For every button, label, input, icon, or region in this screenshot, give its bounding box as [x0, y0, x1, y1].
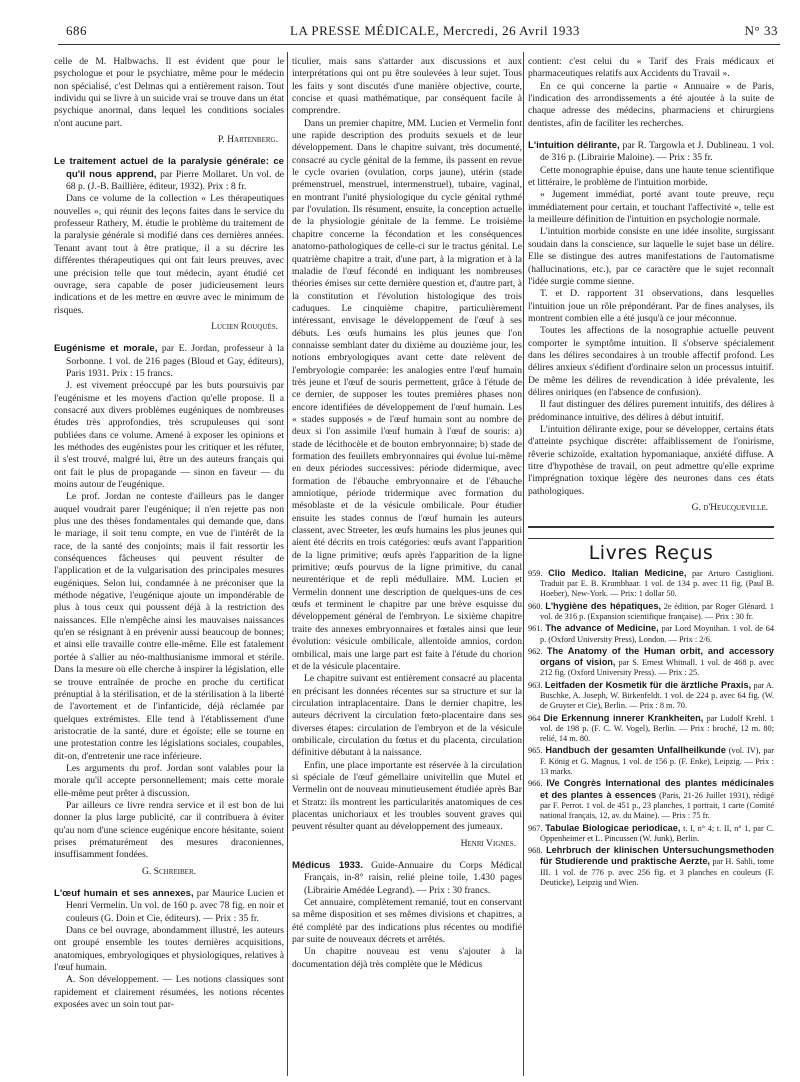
paragraph: Le prof. Jordan ne conteste d'ailleurs pas le danger auquel voudrait parer l'eugénique; il n'en rejette pas non plus une des thèses fondamentales qui demande que, dans le mariage, il soit tenu compte, en vue de l'intérêt de la race, de la santé des conjoints; mais il fait ressortir les conséquences fâcheuses qui peuvent résulter de l'application et de la vulgarisation des principales mesures eugéniques. Selon lui, condamnée à ne préconiser que la méthode négative, l'eugénique ajoute un impondérable de plus à tous ceux qui poussent déjà à la restriction des naissances. Elle n'empêche ainsi les mauvaises naissances qu'en se résignant à en prévenir aussi beaucoup de bonnes; et ainsi elle travaille contre elle-même. Elle est fatalement portée à s'allier au néo-malthusianisme immoral et stérile. Dans la mesure où elle cherche à inspirer la législation, elle se trouve entraînée de proche en proche du certificat prénuptial à la stérilisation, et de la stérilisation à la liberté de l'avortement et de l'infanticide, déjà réclamée par quelques extrémistes. Elle tend à l'établissement d'une aristocratie de la santé, dure et égoïste; elle se tourne en une protestation contre les législations sociales, coupables, dit-on, d'entretenir une race inférieure.: [54, 491, 284, 762]
paragraph: Cet annuaire, complètement remanié, tout en conservant sa même disposition et ses mêmes divisions et chapitres, a été complété par des indications plus récentes ou modifié par suite de nouveaux décrets et arrêtés.: [292, 897, 522, 946]
paragraph: En ce qui concerne la partie « Annuaire » de Paris, l'indication des arrondissements a été ajoutée à la suite de chaque adresse des médecins, pharmaciens et chirurgiens dentistes, afin de faciliter les recherches.: [528, 80, 774, 129]
column-1: [54, 56, 284, 1076]
book-entry: [528, 778, 774, 821]
paragraph: Par ailleurs ce livre rendra service et il est bon de lui donner la plus large publicité, car il contribuera à éviter qu'au nom d'une science eugénique encore hésitante, soient prises prématurément des mesures draconiennes, insuffisamment fondées.: [54, 799, 284, 861]
book-title: L'hygiène des hépatiques,: [545, 600, 661, 611]
book-entry: [528, 745, 774, 777]
paragraph: celle de M. Halbwachs. Il est évident que pour le psychologue et pour le psychiatre, même pour le médecin non spécialisé, c'est Delmas qui a entièrement raison. Tout individu qui se livre à un suicide vrai se trouve dans un état psychique anormal, dans lequel les conditions sociales n'ont aucune part.: [54, 56, 284, 129]
review-reference: Guide-Annuaire du Corps Médical Français, in-8° raisin, relié pleine toile, 1.430 pages (Librairie Amédée Legrand). — Prix : 30 francs.: [304, 860, 522, 896]
paragraph: L'intuition morbide consiste en une idée insolite, surgissant soudain dans la conscience, sur laquelle le sujet base un délire. Elle se distingue des autres manifestations de l'automatisme (hallucinations, etc.), par ce caractère que le sujet reconnaît l'idée surgie comme sienne.: [528, 226, 774, 287]
book-title: Leitfaden der Kosmetik für die ärztliche Praxis,: [544, 679, 752, 690]
book-entry: [528, 680, 774, 712]
paragraph: Enfin, une place importante est réservée à la circulation si spéciale de l'œuf gémellaire univitellin que Mutel et Vermelin ont de nouveau minutieusement étudiée après Bar et Stratz: ils montrent les particularités anatomiques de ces placentas unichoriaux et les troubles souvent graves qui peuvent résulter quant au développement des jumeaux.: [292, 759, 522, 833]
column-divider: [287, 52, 288, 1076]
book-number: 964: [528, 713, 541, 723]
book-details: 2e édition, par Roger Glénard. 1 vol. de 316 p. (Expansion scientifique française). — Prix : 30 fr.: [540, 601, 774, 621]
paragraph: ticulier, mais sans s'attarder aux discussions et aux interprétations qui ont pu être soulevées à leur sujet. Tous les faits y sont discutés d'une manière objective, courte, concise et quasi mathématique, par conséquent facile à comprendre.: [292, 56, 522, 117]
book-number: 963.: [528, 680, 543, 690]
book-title: Tabulae Biologicae periodicae,: [545, 822, 681, 833]
review-signature: Lucien Rouquès.: [211, 320, 278, 332]
paragraph: « Jugement immédiat, porté avant toute preuve, reçu immédiatement pour certain, et touchant l'affectivité », telle est la meilleure définition de l'intuition en psychologie normale.: [528, 189, 774, 226]
review-title: L'œuf humain et ses annexes,: [54, 888, 194, 899]
book-details: par S. Ernest Whitnall. 1 vol. de 468 p. avec 212 fig. (Oxford University Press). — Prix : 25.: [540, 658, 774, 678]
header-rule: [58, 44, 780, 45]
book-title: Lehrbruch der klinischen Untersuchungsmethoden für Studierende und praktische Aerzte,: [540, 845, 774, 867]
book-details: par Arturo Castiglioni. Traduit par E. B. Krumbhaar. 1 vol. de 134 p. avec 11 fig. (Paul B. Hoeber), New-York. — Prix: 1 dollar 50.: [540, 568, 774, 599]
review-heading: [54, 343, 284, 380]
section-rule: [528, 526, 774, 528]
column-2: [292, 56, 522, 1076]
book-title: The Anatomy of the Human orbit, and accessory organs of vision,: [540, 645, 774, 668]
paragraph: Un chapitre nouveau est venu s'ajouter à la documentation déjà très complète que le Médicus: [292, 946, 522, 970]
paragraph: Toutes les affections de la nosographie actuelle peuvent comporter le symptôme intuition. Il s'observe spécialement dans les délires secondaires à un trouble affectif profond. Les délires anxieux s'édifient d'ordinaire selon un processus intuitif. De même les délires de revendication à idée prévalente, les délires oniriques (en l'absence de confusion).: [528, 325, 774, 398]
book-number: 961.: [528, 624, 543, 634]
review-signature: P. Hartenberg.: [218, 134, 278, 146]
review-title: L'intuition délirante,: [528, 140, 620, 152]
books-list: [528, 568, 774, 889]
paragraph: Les arguments du prof. Jordan sont valables pour la morale qu'il accepte personnellement; mais cette morale elle-même peut prêter à discussion.: [54, 762, 284, 799]
book-entry: [528, 568, 774, 600]
review-signature: Henri Vignes.: [460, 837, 516, 849]
review-title: Médicus 1933.: [292, 860, 363, 871]
paragraph: J. est vivement préoccupé par les buts poursuivis par l'eugénisme et les moyens d'action qu'elle propose. Il a consacré aux divers problèmes eugéniques de nombreuses études très approfondies, très scrupuleuses qui sont publiées dans ce volume. Amené à exposer les opinions et les méthodes des eugénistes pour les critiquer et les réfuter, il s'est trouvé, malgré lui, être un des auteurs français qui ont fait le plus de propagande — sinon en faveur — du moins autour de l'eugénique.: [54, 380, 284, 490]
review-reference: par Pierre Mollaret. Un vol. de 68 p. (J.-B. Baillière, éditeur, 1932). Prix : 8 fr.: [66, 168, 284, 193]
book-number: 966.: [528, 779, 543, 789]
book-details: t. I, n° 4; t. II, n° 1, par C. Oppenheimer et L. Pincussen (W. Junk), Berlin.: [540, 823, 774, 843]
book-title: Clio Medico. Italian Medicine,: [548, 567, 687, 578]
book-details: par H. Sahli, tome III. 1 vol. de 776 p. avec 256 fig. et 3 planches en couleurs (F. Deuticke), Leipzig und Wien.: [540, 857, 774, 888]
book-title: Die Erkennung innerer Krankheiten,: [543, 712, 704, 723]
review-heading: [54, 888, 284, 925]
paragraph: contient: c'est celui du « Tarif des Frais médicaux et pharmaceutiques relatifs aux Accidents du Travail ».: [528, 56, 774, 80]
book-details: (vol. IV), par F. König et G. Magnus, 1 vol. de 156 p. (F. Enke), Leipzig. — Prix : 13 marks.: [540, 746, 774, 777]
paragraph: Dans un premier chapitre, MM. Lucien et Vermelin font une rapide description des produits sexuels et de leur développement. Dans le chapitre suivant, très documenté, consacré au cycle génital de la femme, ils passent en revue le cycle ovarien (ovulation, corps jaune), utérin (stade prémenstruel, menstruel, intermenstruel), tubaire, vaginal, en montrant l'unité physiologique du cycle génital rythmé par l'ovulation. Ils résument, ensuite, la conception actuelle de la physiologie génitale de la femme. Le troisième chapitre concerne la fécondation et les conséquences anatomo-pathologiques de celle-ci sur le tractus génital. Le quatrième chapitre a trait, d'une part, à la migration et à la maladie de l'œuf fécondé en indiquant les nombreuses théories émises sur cette dernière question et, d'autre part, à la constitution et l'évolution histologique des trois caduques. Le cinquième chapitre, particulièrement intéressant, envisage le développement de l'œuf à ses débuts. Les œufs humains les plus jeunes que l'on connaisse semblant dater du dixième au douzième jour, les notions embryologiques avant cette date relèvent de l'embryologie comparée: les analogies entre l'œuf humain très jeune et l'œuf de souris permettent, grâce à l'étude de ce dernier, de supposer les toutes premières phases non encore identifiées de développement de l'œuf humain. Les « stades supposés » de l'œuf humain sont au nombre de deux si l'on assimile l'œuf humain à l'œuf de souris: a) stade de lécithocèle et de bouton embryonnaire; b) stade de formation des feuillets embryonnaires qui évolue lui-même en deux périodes successives: période didermique, avec formation de l'ébauche embryonnaire et de l'ébauche amniotique, période tridermique avec formation du mésoblaste et de la vésicule ombilicale. Pour étudier ensuite les stades connus de l'œuf humain les auteurs classent, avec Streeter, les œufs humains les plus jeunes qui aient été décrits en trois catégories: œufs avant l'apparition de la ligne primitive; œufs après l'apparition de la ligne primitive; œufs pourvus de la ligne primitive, du canal neurentérique et de repli médullaire. MM. Lucien et Vermelin donnent une description de quelques-uns de ces œufs et terminent le chapitre par une brève esquisse du développement général de l'embryon. Le sixième chapitre traite des annexes embryonnaires et fœtales ainsi que leur évolution: vésicule ombilicale, allentoïde amnios, cordon ombilical, mais une large part est faite à l'étude du chorion et de la vésicule placentaire.: [292, 117, 522, 672]
book-entry: [528, 713, 774, 745]
journal-title: LA PRESSE MÉDICALE, Mercredi, 26 Avril 1933: [290, 23, 580, 38]
book-title: Handbuch der gesamten Unfallheilkunde: [545, 745, 726, 756]
book-entry: [528, 823, 774, 845]
review-signature: G. d'Heucqueville.: [691, 502, 768, 514]
book-details: (Paris, 21-26 Juillet 1931), rédigé par F. Perrot. 1 vol. de 451 p., 23 planches, 1 portrait, 1 carte (Comité national français, 12, av. du Maine). — Prix : 75 fr.: [540, 790, 774, 821]
review-heading: [528, 140, 774, 165]
issue-number: N° 33: [744, 23, 778, 38]
book-entry: [528, 845, 774, 888]
paragraph: T. et D. rapportent 31 observations, dans lesquelles l'intuition joue un rôle prépondérant. Par de fines analyses, ils montrent combien elle a été jusqu'à ce jour méconnue.: [528, 288, 774, 324]
book-number: 965.: [528, 746, 543, 756]
paragraph: Cette monographie épuise, dans une haute tenue scientifique et littéraire, le problème de l'intuition morbide.: [528, 164, 774, 189]
book-entry: [528, 601, 774, 623]
book-number: 962.: [528, 646, 543, 656]
page-number: 686: [66, 23, 87, 38]
review-heading: [54, 156, 284, 193]
book-number: 968.: [528, 846, 543, 856]
paragraph: Il faut distinguer des délires purement intuitifs, des délires à prédominance intuitive, des délires à début intuitif.: [528, 399, 774, 423]
paragraph: Dans ce volume de la collection « Les thérapeutiques nouvelles », qui réunit des leçons faites dans le service du professeur Rathery, M. étudie le problème du traitement de la paralysie générale si modifié dans ces dernières années. Tenant avant tout à être pratique, il a su décrire les différentes thérapeutiques qui ont fait leurs preuves, avec une précision telle que tout médecin, ayant étudié cet ouvrage, sera capable de poser judicieusement leurs indications et de les mettre en œuvre avec le minimum de risques.: [54, 193, 284, 316]
book-number: 967.: [528, 823, 543, 833]
review-heading: [292, 860, 522, 897]
review-title: Le traitement actuel de la paralysie générale: ce qu'il nous apprend,: [54, 156, 284, 180]
paragraph: Dans ce bel ouvrage, abondamment illustré, les auteurs ont groupé ensemble les toutes dernières acquisitions, anatomiques, embryologiques et physiologiques, relatives à l'œuf humain.: [54, 925, 284, 974]
column-divider: [523, 52, 524, 1076]
book-details: par Lord Moynihan. 1 vol. de 64 p. (Oxford University Press), London. — Prix : 2/6.: [540, 624, 774, 644]
column-3: [528, 56, 774, 1076]
book-details: par A. Buschke, A. Joseph, W. Birkenfeldt. 1 vol. de 224 p. avec 64 fig. (W. de Gruyter et Cie), Berlin. — Prix : 8 m. 70.: [540, 680, 774, 711]
book-entry: [528, 646, 774, 679]
review-reference: par Maurice Lucien et Henri Vermelin. Un vol. de 160 p. avec 78 fig. en noir et couleurs (G. Doin et Cie, éditeurs). — Prix : 35 fr.: [66, 888, 284, 924]
review-reference: par R. Targowla et J. Dublineau. 1 vol. de 316 p. (Librairie Maloine). — Prix : 35 fr.: [540, 140, 774, 164]
paragraph: A. Son développement. — Les notions classiques sont rapidement et clairement résumées, les notions récentes exposées avec un soin tout par-: [54, 974, 284, 1011]
book-title: IVe Congrès International des plantes médicinales et des plantes à essences: [540, 778, 774, 800]
book-number: 960.: [528, 601, 543, 611]
review-reference: par E. Jordan, professeur à la Sorbonne. 1 vol. de 216 pages (Bloud et Gay, éditeurs), Paris 1931. Prix : 15 francs.: [66, 343, 284, 379]
book-entry: [528, 623, 774, 645]
section-title: Livres Reçus: [588, 542, 714, 565]
review-title: Eugénisme et morale,: [54, 343, 158, 355]
review-signature: G. Schreiber.: [141, 865, 197, 877]
section-rule: [528, 538, 774, 539]
book-title: The advance of Medicine,: [545, 623, 659, 634]
book-number: 959.: [528, 568, 543, 578]
paragraph: L'intuition délirante exige, pour se développer, certains états d'atteinte psychique discrète: affaiblissement de l'onirisme, rêverie schizoïde, exaltation hypomaniaque, anxiété diffuse. A titre d'hypothèse de travail, on peut admettre qu'elle exprime l'imprégnation toxique légère des neurones dans ces états pathologiques.: [528, 423, 774, 497]
book-details: par Ludolf Krehl. 1 vol. de 198 p. (F. C. W. Vogel), Berlin. — Prix : broché, 12 m. 80; relié, 14 m. 80.: [540, 713, 774, 744]
paragraph: Le chapitre suivant est entièrement consacré au placenta en précisant les données récentes sur sa structure et sur la circulation intraplacentaire. Dans le dernier chapitre, les auteurs décrivent la circulation fœto-placentaire dans ses diverses étapes: circulation de l'embryon et de la vésicule ombilicale, circulation du fœtus et du placenta, circulation définitive débutant à la naissance.: [292, 673, 522, 759]
